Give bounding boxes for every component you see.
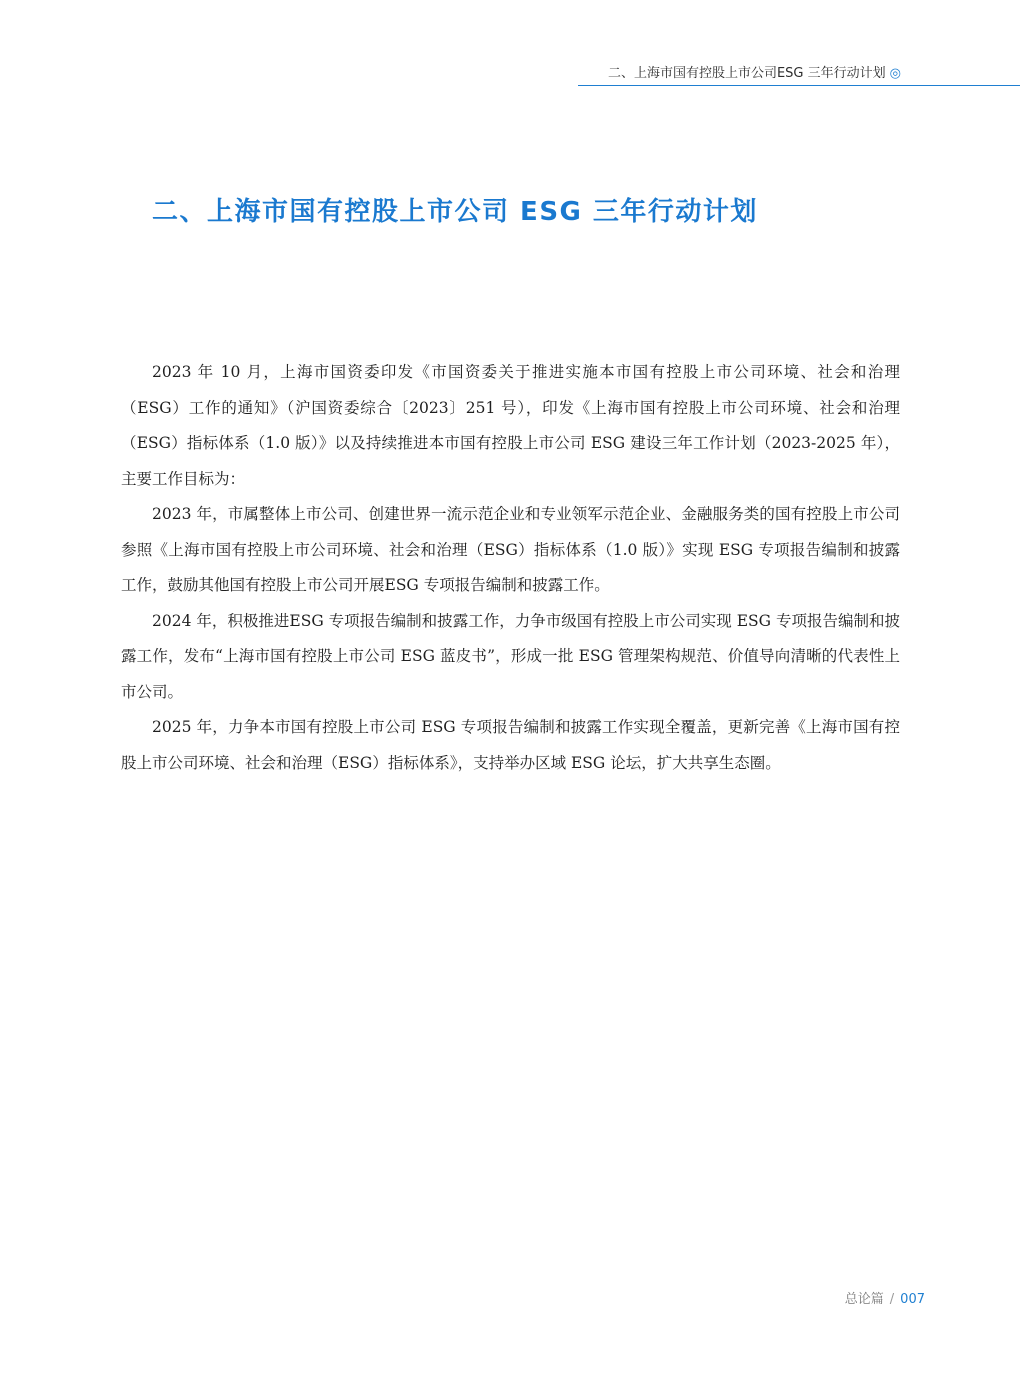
running-header-title: 二、上海市国有控股上市公司ESG 三年行动计划 <box>607 66 886 81</box>
footer-section-name: 总论篇 <box>844 1292 884 1307</box>
page-footer <box>845 1288 925 1307</box>
page-number: 007 <box>900 1292 925 1307</box>
body-text <box>121 355 900 781</box>
paragraph-2023: 2023 年，市属整体上市公司、创建世界一流示范企业和专业领军示范企业、金融服务类的国有控股上市公司参照《上海市国有控股上市公司环境、社会和治理（ESG）指标体系（1.0 版）》实现 ESG 专项报告编制和披露工作，鼓励其他国有控股上市公司开展ESG 专项报告编制和披露工作。 <box>121 505 900 594</box>
footer-separator: / <box>889 1292 895 1307</box>
running-header <box>608 66 901 82</box>
header-rule <box>578 85 1020 86</box>
paragraph-2024: 2024 年，积极推进ESG 专项报告编制和披露工作，力争市级国有控股上市公司实现 ESG 专项报告编制和披露工作，发布“上海市国有控股上市公司 ESG 蓝皮书”，形成一批 ESG 管理架构规范、价值导向清晰的代表性上市公司。 <box>121 611 900 701</box>
paragraph-intro: 2023 年 10 月，上海市国资委印发《市国资委关于推进实施本市国有控股上市公司环境、社会和治理（ESG）工作的通知》（沪国资委综合〔2023〕251 号），印发《上海市国有控股上市公司环境、社会和治理（ESG）指标体系（1.0 版）》以及持续推进本市国有控股上市公司 ESG 建设三年工作计划（2023-2025 年），主要工作目标为： <box>121 363 900 488</box>
paragraph-2025: 2025 年，力争本市国有控股上市公司 ESG 专项报告编制和披露工作实现全覆盖，更新完善《上海市国有控股上市公司环境、社会和治理（ESG）指标体系》，支持举办区域 ESG 论坛，扩大共享生态圈。 <box>121 718 900 772</box>
section-title: 二、上海市国有控股上市公司 ESG 三年行动计划 <box>152 197 758 227</box>
circle-mark-icon: ◎ <box>889 66 901 81</box>
